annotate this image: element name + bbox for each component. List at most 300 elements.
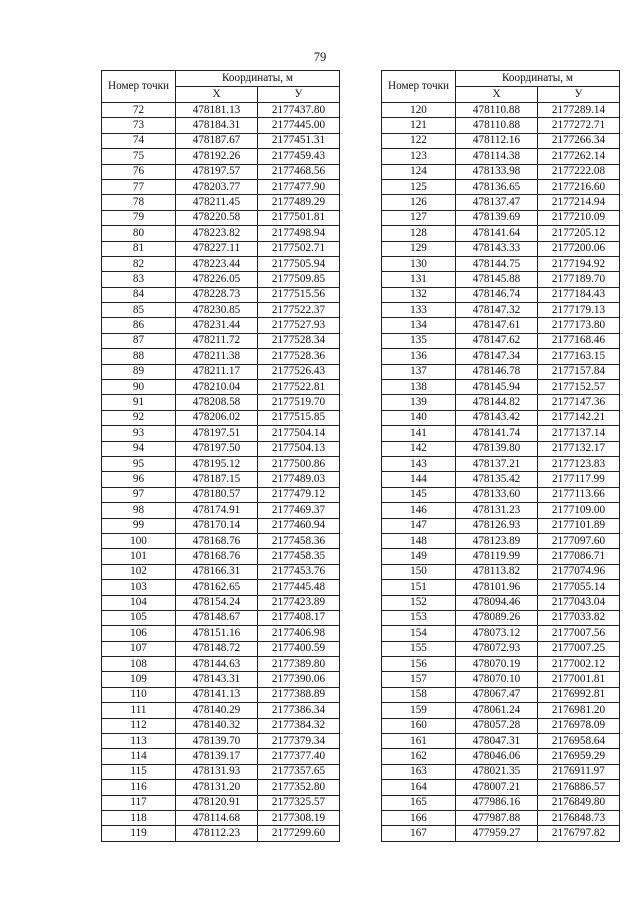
point-number-cell: 149 bbox=[382, 549, 456, 564]
x-coordinate-cell: 478195.12 bbox=[176, 456, 258, 471]
table-row bbox=[102, 456, 340, 471]
y-coordinate-cell: 2176849.80 bbox=[538, 795, 620, 810]
table-row bbox=[102, 164, 340, 179]
header-coordinates: Координаты, м bbox=[456, 71, 620, 87]
y-coordinate-cell: 2177489.29 bbox=[258, 195, 340, 210]
y-coordinate-cell: 2177184.43 bbox=[538, 287, 620, 302]
x-coordinate-cell: 478208.58 bbox=[176, 395, 258, 410]
point-number-cell: 145 bbox=[382, 487, 456, 502]
y-coordinate-cell: 2177505.94 bbox=[258, 256, 340, 271]
point-number-cell: 72 bbox=[102, 103, 176, 118]
x-coordinate-cell: 478113.82 bbox=[456, 564, 538, 579]
header-point-number: Номер точки bbox=[382, 71, 456, 103]
table-row bbox=[102, 349, 340, 364]
page-number: 79 bbox=[313, 50, 327, 64]
table-row bbox=[102, 549, 340, 564]
point-number-cell: 104 bbox=[102, 595, 176, 610]
point-number-cell: 106 bbox=[102, 626, 176, 641]
y-coordinate-cell: 2177504.14 bbox=[258, 426, 340, 441]
y-coordinate-cell: 2177007.25 bbox=[538, 641, 620, 656]
table-row bbox=[102, 272, 340, 287]
y-coordinate-cell: 2177055.14 bbox=[538, 580, 620, 595]
table-row bbox=[102, 303, 340, 318]
point-number-cell: 96 bbox=[102, 472, 176, 487]
point-number-cell: 139 bbox=[382, 395, 456, 410]
table-body-left bbox=[102, 103, 340, 842]
table-row bbox=[382, 118, 620, 133]
y-coordinate-cell: 2176981.20 bbox=[538, 703, 620, 718]
x-coordinate-cell: 478147.61 bbox=[456, 318, 538, 333]
table-row bbox=[102, 626, 340, 641]
y-coordinate-cell: 2177214.94 bbox=[538, 195, 620, 210]
y-coordinate-cell: 2177458.35 bbox=[258, 549, 340, 564]
table-row bbox=[382, 318, 620, 333]
x-coordinate-cell: 478211.38 bbox=[176, 349, 258, 364]
table-row bbox=[102, 672, 340, 687]
table-row bbox=[102, 657, 340, 672]
point-number-cell: 111 bbox=[102, 703, 176, 718]
x-coordinate-cell: 478139.80 bbox=[456, 441, 538, 456]
y-coordinate-cell: 2177147.36 bbox=[538, 395, 620, 410]
y-coordinate-cell: 2177142.21 bbox=[538, 410, 620, 425]
coordinates-table-right bbox=[381, 70, 620, 842]
table-row bbox=[382, 364, 620, 379]
table-row bbox=[382, 472, 620, 487]
x-coordinate-cell: 478227.11 bbox=[176, 241, 258, 256]
header-coordinates: Координаты, м bbox=[176, 71, 340, 87]
point-number-cell: 103 bbox=[102, 580, 176, 595]
table-row bbox=[382, 595, 620, 610]
table-row bbox=[102, 734, 340, 749]
table-row bbox=[382, 426, 620, 441]
table-row bbox=[102, 195, 340, 210]
y-coordinate-cell: 2177379.34 bbox=[258, 734, 340, 749]
y-coordinate-cell: 2177352.80 bbox=[258, 780, 340, 795]
table-row bbox=[102, 133, 340, 148]
x-coordinate-cell: 478119.99 bbox=[456, 549, 538, 564]
point-number-cell: 114 bbox=[102, 749, 176, 764]
table-row bbox=[382, 703, 620, 718]
y-coordinate-cell: 2177163.15 bbox=[538, 349, 620, 364]
point-number-cell: 131 bbox=[382, 272, 456, 287]
point-number-cell: 122 bbox=[382, 133, 456, 148]
y-coordinate-cell: 2177001.81 bbox=[538, 672, 620, 687]
y-coordinate-cell: 2177262.14 bbox=[538, 149, 620, 164]
y-coordinate-cell: 2177423.89 bbox=[258, 595, 340, 610]
point-number-cell: 86 bbox=[102, 318, 176, 333]
table-row bbox=[382, 349, 620, 364]
x-coordinate-cell: 478230.85 bbox=[176, 303, 258, 318]
point-number-cell: 77 bbox=[102, 179, 176, 194]
y-coordinate-cell: 2177117.99 bbox=[538, 472, 620, 487]
point-number-cell: 94 bbox=[102, 441, 176, 456]
y-coordinate-cell: 2177097.60 bbox=[538, 533, 620, 548]
table-row bbox=[382, 241, 620, 256]
y-coordinate-cell: 2177460.94 bbox=[258, 518, 340, 533]
x-coordinate-cell: 478133.60 bbox=[456, 487, 538, 502]
table-row bbox=[102, 472, 340, 487]
table-row bbox=[102, 826, 340, 841]
y-coordinate-cell: 2177123.83 bbox=[538, 456, 620, 471]
x-coordinate-cell: 478148.67 bbox=[176, 610, 258, 625]
x-coordinate-cell: 478112.16 bbox=[456, 133, 538, 148]
x-coordinate-cell: 478151.16 bbox=[176, 626, 258, 641]
y-coordinate-cell: 2177299.60 bbox=[258, 826, 340, 841]
x-coordinate-cell: 477986.16 bbox=[456, 795, 538, 810]
table-row bbox=[382, 626, 620, 641]
y-coordinate-cell: 2177527.93 bbox=[258, 318, 340, 333]
x-coordinate-cell: 478140.32 bbox=[176, 718, 258, 733]
x-coordinate-cell: 478120.91 bbox=[176, 795, 258, 810]
y-coordinate-cell: 2176886.57 bbox=[538, 780, 620, 795]
point-number-cell: 90 bbox=[102, 380, 176, 395]
table-row bbox=[382, 149, 620, 164]
point-number-cell: 113 bbox=[102, 734, 176, 749]
table-row bbox=[382, 780, 620, 795]
point-number-cell: 142 bbox=[382, 441, 456, 456]
y-coordinate-cell: 2177408.17 bbox=[258, 610, 340, 625]
table-row bbox=[102, 518, 340, 533]
y-coordinate-cell: 2177086.71 bbox=[538, 549, 620, 564]
point-number-cell: 93 bbox=[102, 426, 176, 441]
y-coordinate-cell: 2177453.76 bbox=[258, 564, 340, 579]
table-row bbox=[382, 657, 620, 672]
x-coordinate-cell: 478187.15 bbox=[176, 472, 258, 487]
x-coordinate-cell: 478211.72 bbox=[176, 333, 258, 348]
y-coordinate-cell: 2177189.70 bbox=[538, 272, 620, 287]
y-coordinate-cell: 2177390.06 bbox=[258, 672, 340, 687]
point-number-cell: 99 bbox=[102, 518, 176, 533]
point-number-cell: 150 bbox=[382, 564, 456, 579]
x-coordinate-cell: 478223.82 bbox=[176, 226, 258, 241]
y-coordinate-cell: 2177113.66 bbox=[538, 487, 620, 502]
x-coordinate-cell: 478220.58 bbox=[176, 210, 258, 225]
x-coordinate-cell: 478147.32 bbox=[456, 303, 538, 318]
point-number-cell: 167 bbox=[382, 826, 456, 841]
y-coordinate-cell: 2177002.12 bbox=[538, 657, 620, 672]
x-coordinate-cell: 478135.42 bbox=[456, 472, 538, 487]
point-number-cell: 126 bbox=[382, 195, 456, 210]
table-row bbox=[102, 564, 340, 579]
point-number-cell: 125 bbox=[382, 179, 456, 194]
x-coordinate-cell: 478141.74 bbox=[456, 426, 538, 441]
x-coordinate-cell: 478021.35 bbox=[456, 764, 538, 779]
x-coordinate-cell: 478210.04 bbox=[176, 380, 258, 395]
y-coordinate-cell: 2177451.31 bbox=[258, 133, 340, 148]
table-row bbox=[382, 749, 620, 764]
point-number-cell: 166 bbox=[382, 810, 456, 825]
y-coordinate-cell: 2177384.32 bbox=[258, 718, 340, 733]
y-coordinate-cell: 2177389.80 bbox=[258, 657, 340, 672]
y-coordinate-cell: 2177500.86 bbox=[258, 456, 340, 471]
table-row bbox=[102, 810, 340, 825]
point-number-cell: 85 bbox=[102, 303, 176, 318]
table-row bbox=[102, 687, 340, 702]
header-x: X bbox=[456, 87, 538, 103]
point-number-cell: 91 bbox=[102, 395, 176, 410]
table-row bbox=[102, 503, 340, 518]
x-coordinate-cell: 478131.93 bbox=[176, 764, 258, 779]
point-number-cell: 109 bbox=[102, 672, 176, 687]
point-number-cell: 84 bbox=[102, 287, 176, 302]
table-row bbox=[102, 441, 340, 456]
y-coordinate-cell: 2177528.34 bbox=[258, 333, 340, 348]
point-number-cell: 146 bbox=[382, 503, 456, 518]
x-coordinate-cell: 478072.93 bbox=[456, 641, 538, 656]
x-coordinate-cell: 478047.31 bbox=[456, 734, 538, 749]
table-row bbox=[382, 533, 620, 548]
point-number-cell: 165 bbox=[382, 795, 456, 810]
y-coordinate-cell: 2177266.34 bbox=[538, 133, 620, 148]
x-coordinate-cell: 478137.47 bbox=[456, 195, 538, 210]
table-row bbox=[382, 410, 620, 425]
x-coordinate-cell: 478184.31 bbox=[176, 118, 258, 133]
x-coordinate-cell: 478162.65 bbox=[176, 580, 258, 595]
point-number-cell: 97 bbox=[102, 487, 176, 502]
point-number-cell: 159 bbox=[382, 703, 456, 718]
x-coordinate-cell: 478211.45 bbox=[176, 195, 258, 210]
y-coordinate-cell: 2177388.89 bbox=[258, 687, 340, 702]
point-number-cell: 102 bbox=[102, 564, 176, 579]
x-coordinate-cell: 478143.31 bbox=[176, 672, 258, 687]
point-number-cell: 132 bbox=[382, 287, 456, 302]
x-coordinate-cell: 478231.44 bbox=[176, 318, 258, 333]
y-coordinate-cell: 2177033.82 bbox=[538, 610, 620, 625]
y-coordinate-cell: 2176992.81 bbox=[538, 687, 620, 702]
y-coordinate-cell: 2177179.13 bbox=[538, 303, 620, 318]
y-coordinate-cell: 2177479.12 bbox=[258, 487, 340, 502]
table-row bbox=[382, 580, 620, 595]
point-number-cell: 162 bbox=[382, 749, 456, 764]
table-row bbox=[382, 795, 620, 810]
point-number-cell: 124 bbox=[382, 164, 456, 179]
point-number-cell: 141 bbox=[382, 426, 456, 441]
x-coordinate-cell: 478131.23 bbox=[456, 503, 538, 518]
x-coordinate-cell: 478112.23 bbox=[176, 826, 258, 841]
header-point-number: Номер точки bbox=[102, 71, 176, 103]
x-coordinate-cell: 478170.14 bbox=[176, 518, 258, 533]
table-row bbox=[102, 641, 340, 656]
y-coordinate-cell: 2177406.98 bbox=[258, 626, 340, 641]
x-coordinate-cell: 478203.77 bbox=[176, 179, 258, 194]
x-coordinate-cell: 478197.50 bbox=[176, 441, 258, 456]
table-row bbox=[102, 179, 340, 194]
x-coordinate-cell: 478144.75 bbox=[456, 256, 538, 271]
x-coordinate-cell: 478166.31 bbox=[176, 564, 258, 579]
y-coordinate-cell: 2177194.92 bbox=[538, 256, 620, 271]
table-row bbox=[102, 241, 340, 256]
y-coordinate-cell: 2177325.57 bbox=[258, 795, 340, 810]
y-coordinate-cell: 2177173.80 bbox=[538, 318, 620, 333]
table-row bbox=[102, 718, 340, 733]
y-coordinate-cell: 2176848.73 bbox=[538, 810, 620, 825]
point-number-cell: 83 bbox=[102, 272, 176, 287]
table-row bbox=[382, 610, 620, 625]
y-coordinate-cell: 2177137.14 bbox=[538, 426, 620, 441]
point-number-cell: 164 bbox=[382, 780, 456, 795]
table-row bbox=[102, 364, 340, 379]
x-coordinate-cell: 478046.06 bbox=[456, 749, 538, 764]
y-coordinate-cell: 2177007.56 bbox=[538, 626, 620, 641]
x-coordinate-cell: 478140.29 bbox=[176, 703, 258, 718]
x-coordinate-cell: 478181.13 bbox=[176, 103, 258, 118]
x-coordinate-cell: 478094.46 bbox=[456, 595, 538, 610]
point-number-cell: 98 bbox=[102, 503, 176, 518]
point-number-cell: 75 bbox=[102, 149, 176, 164]
x-coordinate-cell: 478145.94 bbox=[456, 380, 538, 395]
point-number-cell: 147 bbox=[382, 518, 456, 533]
y-coordinate-cell: 2177522.37 bbox=[258, 303, 340, 318]
y-coordinate-cell: 2177489.03 bbox=[258, 472, 340, 487]
table-row bbox=[102, 703, 340, 718]
y-coordinate-cell: 2177515.56 bbox=[258, 287, 340, 302]
x-coordinate-cell: 478057.28 bbox=[456, 718, 538, 733]
x-coordinate-cell: 478197.51 bbox=[176, 426, 258, 441]
table-row bbox=[102, 780, 340, 795]
y-coordinate-cell: 2177386.34 bbox=[258, 703, 340, 718]
x-coordinate-cell: 478192.26 bbox=[176, 149, 258, 164]
y-coordinate-cell: 2177445.00 bbox=[258, 118, 340, 133]
point-number-cell: 128 bbox=[382, 226, 456, 241]
point-number-cell: 79 bbox=[102, 210, 176, 225]
x-coordinate-cell: 478206.02 bbox=[176, 410, 258, 425]
y-coordinate-cell: 2177400.59 bbox=[258, 641, 340, 656]
table-row bbox=[382, 303, 620, 318]
x-coordinate-cell: 478136.65 bbox=[456, 179, 538, 194]
x-coordinate-cell: 478145.88 bbox=[456, 272, 538, 287]
x-coordinate-cell: 478168.76 bbox=[176, 533, 258, 548]
table-row bbox=[382, 518, 620, 533]
point-number-cell: 136 bbox=[382, 349, 456, 364]
point-number-cell: 123 bbox=[382, 149, 456, 164]
table-row bbox=[382, 210, 620, 225]
table-row bbox=[102, 226, 340, 241]
x-coordinate-cell: 478187.67 bbox=[176, 133, 258, 148]
y-coordinate-cell: 2177498.94 bbox=[258, 226, 340, 241]
table-row bbox=[102, 256, 340, 271]
point-number-cell: 153 bbox=[382, 610, 456, 625]
x-coordinate-cell: 478180.57 bbox=[176, 487, 258, 502]
table-row bbox=[382, 272, 620, 287]
point-number-cell: 76 bbox=[102, 164, 176, 179]
y-coordinate-cell: 2177205.12 bbox=[538, 226, 620, 241]
point-number-cell: 117 bbox=[102, 795, 176, 810]
x-coordinate-cell: 478146.78 bbox=[456, 364, 538, 379]
table-row bbox=[102, 410, 340, 425]
point-number-cell: 87 bbox=[102, 333, 176, 348]
point-number-cell: 143 bbox=[382, 456, 456, 471]
table-row bbox=[382, 226, 620, 241]
table-row bbox=[102, 795, 340, 810]
point-number-cell: 95 bbox=[102, 456, 176, 471]
table-row bbox=[382, 380, 620, 395]
point-number-cell: 133 bbox=[382, 303, 456, 318]
table-row bbox=[382, 179, 620, 194]
y-coordinate-cell: 2177528.36 bbox=[258, 349, 340, 364]
point-number-cell: 140 bbox=[382, 410, 456, 425]
x-coordinate-cell: 477959.27 bbox=[456, 826, 538, 841]
point-number-cell: 110 bbox=[102, 687, 176, 702]
y-coordinate-cell: 2177469.37 bbox=[258, 503, 340, 518]
y-coordinate-cell: 2177210.09 bbox=[538, 210, 620, 225]
y-coordinate-cell: 2177526.43 bbox=[258, 364, 340, 379]
y-coordinate-cell: 2177157.84 bbox=[538, 364, 620, 379]
table-row bbox=[382, 672, 620, 687]
point-number-cell: 163 bbox=[382, 764, 456, 779]
table-row bbox=[382, 164, 620, 179]
point-number-cell: 116 bbox=[102, 780, 176, 795]
table-row bbox=[382, 564, 620, 579]
x-coordinate-cell: 477987.88 bbox=[456, 810, 538, 825]
point-number-cell: 156 bbox=[382, 657, 456, 672]
x-coordinate-cell: 478168.76 bbox=[176, 549, 258, 564]
table-row bbox=[382, 687, 620, 702]
table-row bbox=[382, 395, 620, 410]
y-coordinate-cell: 2177043.04 bbox=[538, 595, 620, 610]
point-number-cell: 138 bbox=[382, 380, 456, 395]
coordinates-table-left bbox=[101, 70, 340, 842]
x-coordinate-cell: 478123.89 bbox=[456, 533, 538, 548]
table-row bbox=[102, 118, 340, 133]
point-number-cell: 134 bbox=[382, 318, 456, 333]
header-x: X bbox=[176, 87, 258, 103]
y-coordinate-cell: 2177437.80 bbox=[258, 103, 340, 118]
x-coordinate-cell: 478126.93 bbox=[456, 518, 538, 533]
x-coordinate-cell: 478070.19 bbox=[456, 657, 538, 672]
table-row bbox=[382, 195, 620, 210]
point-number-cell: 108 bbox=[102, 657, 176, 672]
point-number-cell: 152 bbox=[382, 595, 456, 610]
point-number-cell: 127 bbox=[382, 210, 456, 225]
y-coordinate-cell: 2177459.43 bbox=[258, 149, 340, 164]
point-number-cell: 112 bbox=[102, 718, 176, 733]
x-coordinate-cell: 478101.96 bbox=[456, 580, 538, 595]
point-number-cell: 161 bbox=[382, 734, 456, 749]
y-coordinate-cell: 2177504.13 bbox=[258, 441, 340, 456]
x-coordinate-cell: 478139.69 bbox=[456, 210, 538, 225]
point-number-cell: 120 bbox=[382, 103, 456, 118]
point-number-cell: 144 bbox=[382, 472, 456, 487]
x-coordinate-cell: 478061.24 bbox=[456, 703, 538, 718]
point-number-cell: 115 bbox=[102, 764, 176, 779]
y-coordinate-cell: 2177477.90 bbox=[258, 179, 340, 194]
table-row bbox=[102, 426, 340, 441]
x-coordinate-cell: 478070.10 bbox=[456, 672, 538, 687]
x-coordinate-cell: 478226.05 bbox=[176, 272, 258, 287]
table-row bbox=[382, 133, 620, 148]
point-number-cell: 80 bbox=[102, 226, 176, 241]
point-number-cell: 89 bbox=[102, 364, 176, 379]
x-coordinate-cell: 478141.13 bbox=[176, 687, 258, 702]
x-coordinate-cell: 478228.73 bbox=[176, 287, 258, 302]
y-coordinate-cell: 2177308.19 bbox=[258, 810, 340, 825]
point-number-cell: 101 bbox=[102, 549, 176, 564]
x-coordinate-cell: 478139.17 bbox=[176, 749, 258, 764]
point-number-cell: 160 bbox=[382, 718, 456, 733]
x-coordinate-cell: 478133.98 bbox=[456, 164, 538, 179]
x-coordinate-cell: 478144.82 bbox=[456, 395, 538, 410]
x-coordinate-cell: 478007.21 bbox=[456, 780, 538, 795]
x-coordinate-cell: 478073.12 bbox=[456, 626, 538, 641]
point-number-cell: 82 bbox=[102, 256, 176, 271]
y-coordinate-cell: 2177519.70 bbox=[258, 395, 340, 410]
x-coordinate-cell: 478143.42 bbox=[456, 410, 538, 425]
header-y: У bbox=[258, 87, 340, 103]
point-number-cell: 129 bbox=[382, 241, 456, 256]
y-coordinate-cell: 2177502.71 bbox=[258, 241, 340, 256]
x-coordinate-cell: 478211.17 bbox=[176, 364, 258, 379]
table-row bbox=[382, 734, 620, 749]
